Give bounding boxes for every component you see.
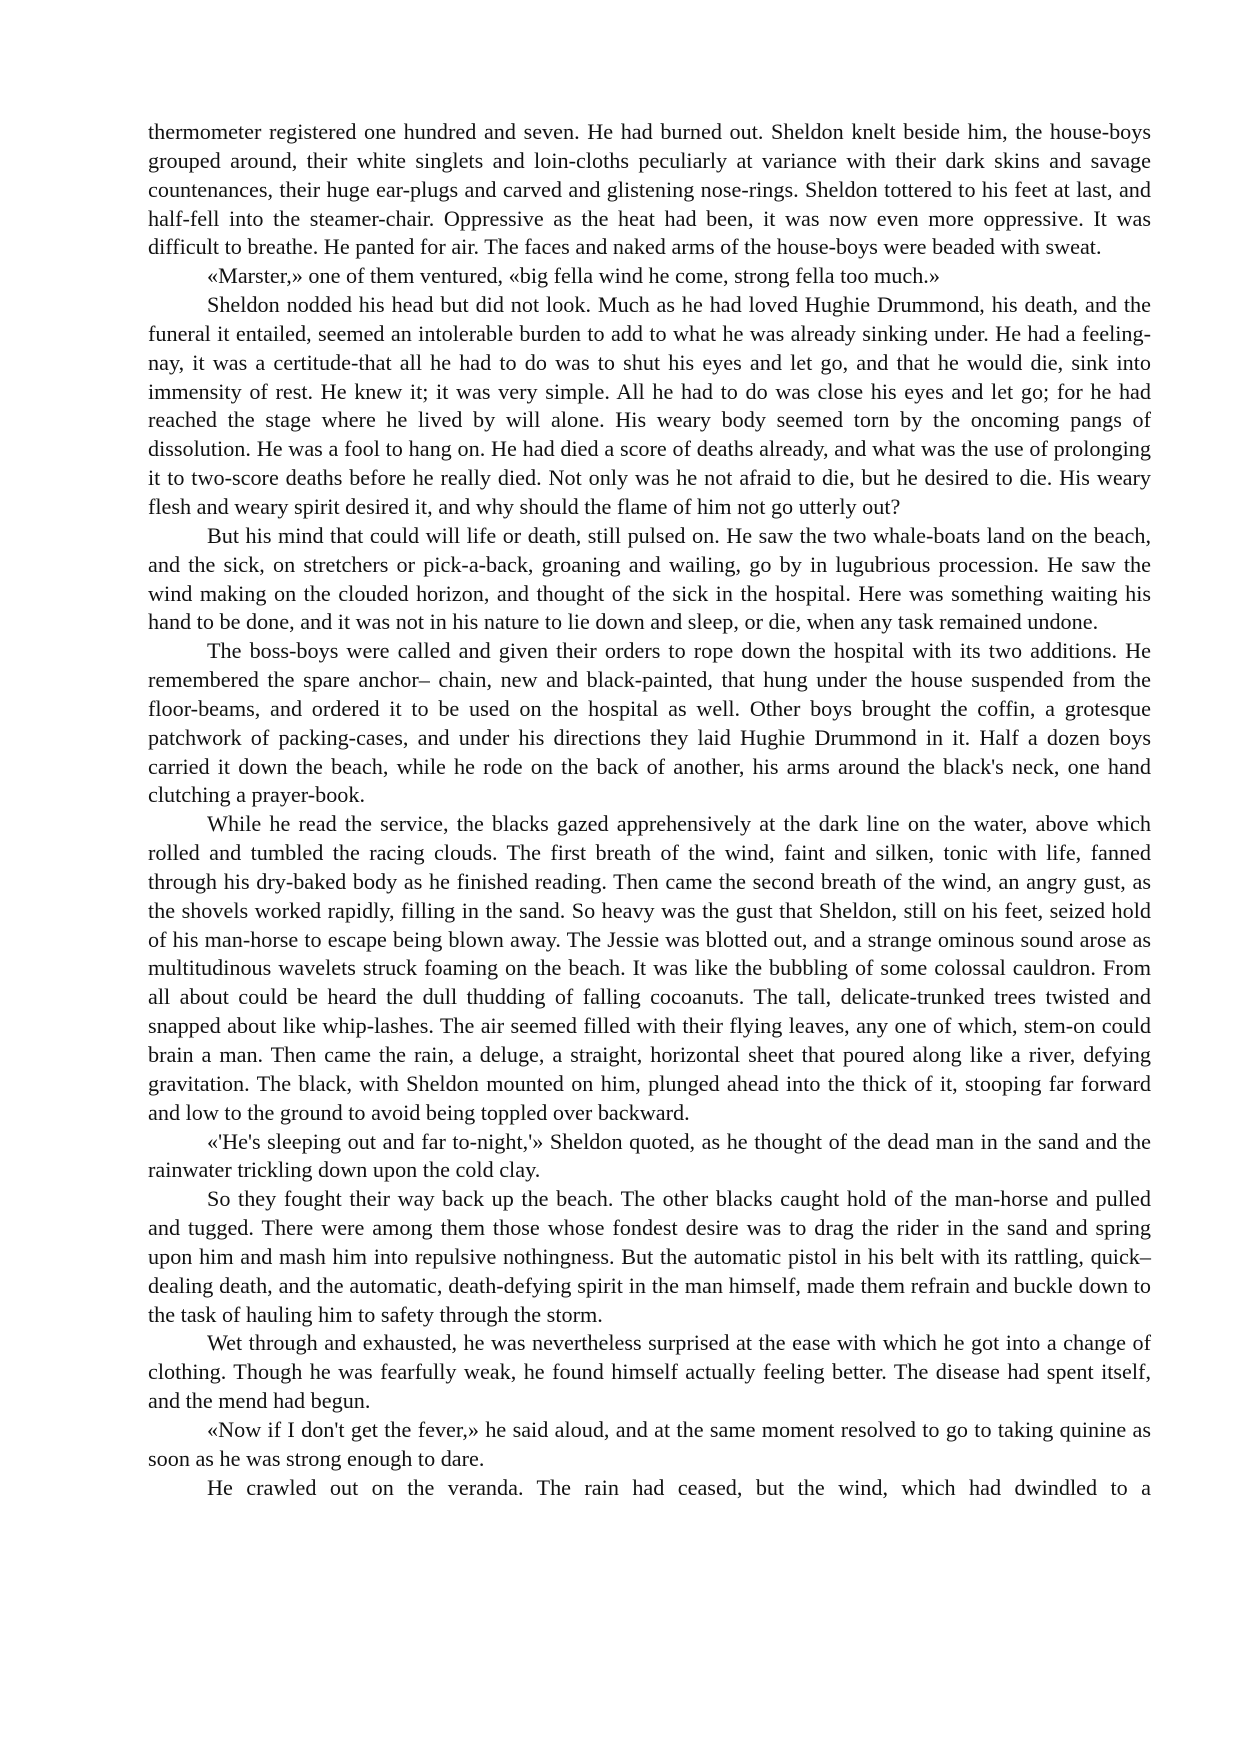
paragraph: So they fought their way back up the beach. The other blacks caught hold of the man-horse and pulled and tugged. There were among them those whose fondest desire was to drag the rider in the sand and spring upon him and mash him into repulsive nothingness. But the automatic pistol in his belt with its rattling, quick– dealing death, and the automatic, death-defying spirit in the man himself, made them refrain and buckle down to the task of hauling him to safety through the storm. [148, 1186, 1151, 1327]
paragraph: «'He's sleeping out and far to-night,'» Sheldon quoted, as he thought of the dead man in the sand and the rainwater trickling down upon the cold clay. [148, 1128, 1151, 1183]
paragraph: thermometer registered one hundred and seven. He had burned out. Sheldon knelt beside him, the house-boys grouped around, their white singlets and loin-cloths peculiarly at variance with their dark skins and savage countenances, their huge ear-plugs and carved and glistening nose-rings. Sheldon tottered to his feet at last, and half-fell into the steamer-chair. Oppressive as the heat had been, it was now even more oppressive. It was difficult to breathe. He panted for air. The faces and naked arms of the house-boys were beaded with sweat. [148, 119, 1151, 260]
paragraph: But his mind that could will life or death, still pulsed on. He saw the two whale-boats land on the beach, and the sick, on stretchers or pick-a-back, groaning and wailing, go by in lugubrious procession. He saw the wind making on the clouded horizon, and thought of the sick in the hospital. Here was something waiting his hand to be done, and it was not in his nature to lie down and sleep, or die, when any task remained undone. [148, 522, 1151, 635]
body-text [148, 118, 1151, 1503]
paragraph: He crawled out on the veranda. The rain had ceased, but the wind, which had dwindled to a [207, 1474, 1151, 1500]
paragraph: «Marster,» one of them ventured, «big fella wind he come, strong fella too much.» [207, 263, 940, 289]
paragraph: «Now if I don't get the fever,» he said aloud, and at the same moment resolved to go to taking quinine as soon as he was strong enough to dare. [148, 1416, 1151, 1471]
paragraph: Sheldon nodded his head but did not look. Much as he had loved Hughie Drummond, his death, and the funeral it entailed, seemed an intolerable burden to add to what he was already sinking under. He had a feeling-nay, it was a certitude-that all he had to do was to shut his eyes and let go, and that he would die, sink into immensity of rest. He knew it; it was very simple. All he had to do was close his eyes and let go; for he had reached the stage where he lived by will alone. His weary body seemed torn by the oncoming pangs of dissolution. He was a fool to hang on. He had died a score of deaths already, and what was the use of prolonging it to two-score deaths before he really died. Not only was he not afraid to die, but he desired to die. His weary flesh and weary spirit desired it, and why should the flame of him not go utterly out? [148, 292, 1151, 519]
paragraph: While he read the service, the blacks gazed apprehensively at the dark line on the water, above which rolled and tumbled the racing clouds. The first breath of the wind, faint and silken, tonic with life, fanned through his dry-baked body as he finished reading. Then came the second breath of the wind, an angry gust, as the shovels worked rapidly, filling in the sand. So heavy was the gust that Sheldon, still on his feet, seized hold of his man-horse to escape being blown away. The Jessie was blotted out, and a strange ominous sound arose as multitudinous wavelets struck foaming on the beach. It was like the bubbling of some colossal cauldron. From all about could be heard the dull thudding of falling cocoanuts. The tall, delicate-trunked trees twisted and snapped about like whip-lashes. The air seemed filled with their flying leaves, any one of which, stem-on could brain a man. Then came the rain, a deluge, a straight, horizontal sheet that poured along like a river, defying gravitation. The black, with Sheldon mounted on him, plunged ahead into the thick of it, stooping far forward and low to the ground to avoid being toppled over backward. [148, 811, 1151, 1125]
paragraph: The boss-boys were called and given their orders to rope down the hospital with its two additions. He remembered the spare anchor– chain, new and black-painted, that hung under the house suspended from the floor-beams, and ordered it to be used on the hospital as well. Other boys brought the coffin, a grotesque patchwork of packing-cases, and under his directions they laid Hughie Drummond in it. Half a dozen boys carried it down the beach, while he rode on the back of another, his arms around the black's neck, one hand clutching a prayer-book. [148, 638, 1151, 808]
paragraph: Wet through and exhausted, he was nevertheless surprised at the ease with which he got into a change of clothing. Though he was fearfully weak, he found himself actually feeling better. The disease had spent itself, and the mend had begun. [148, 1330, 1151, 1414]
